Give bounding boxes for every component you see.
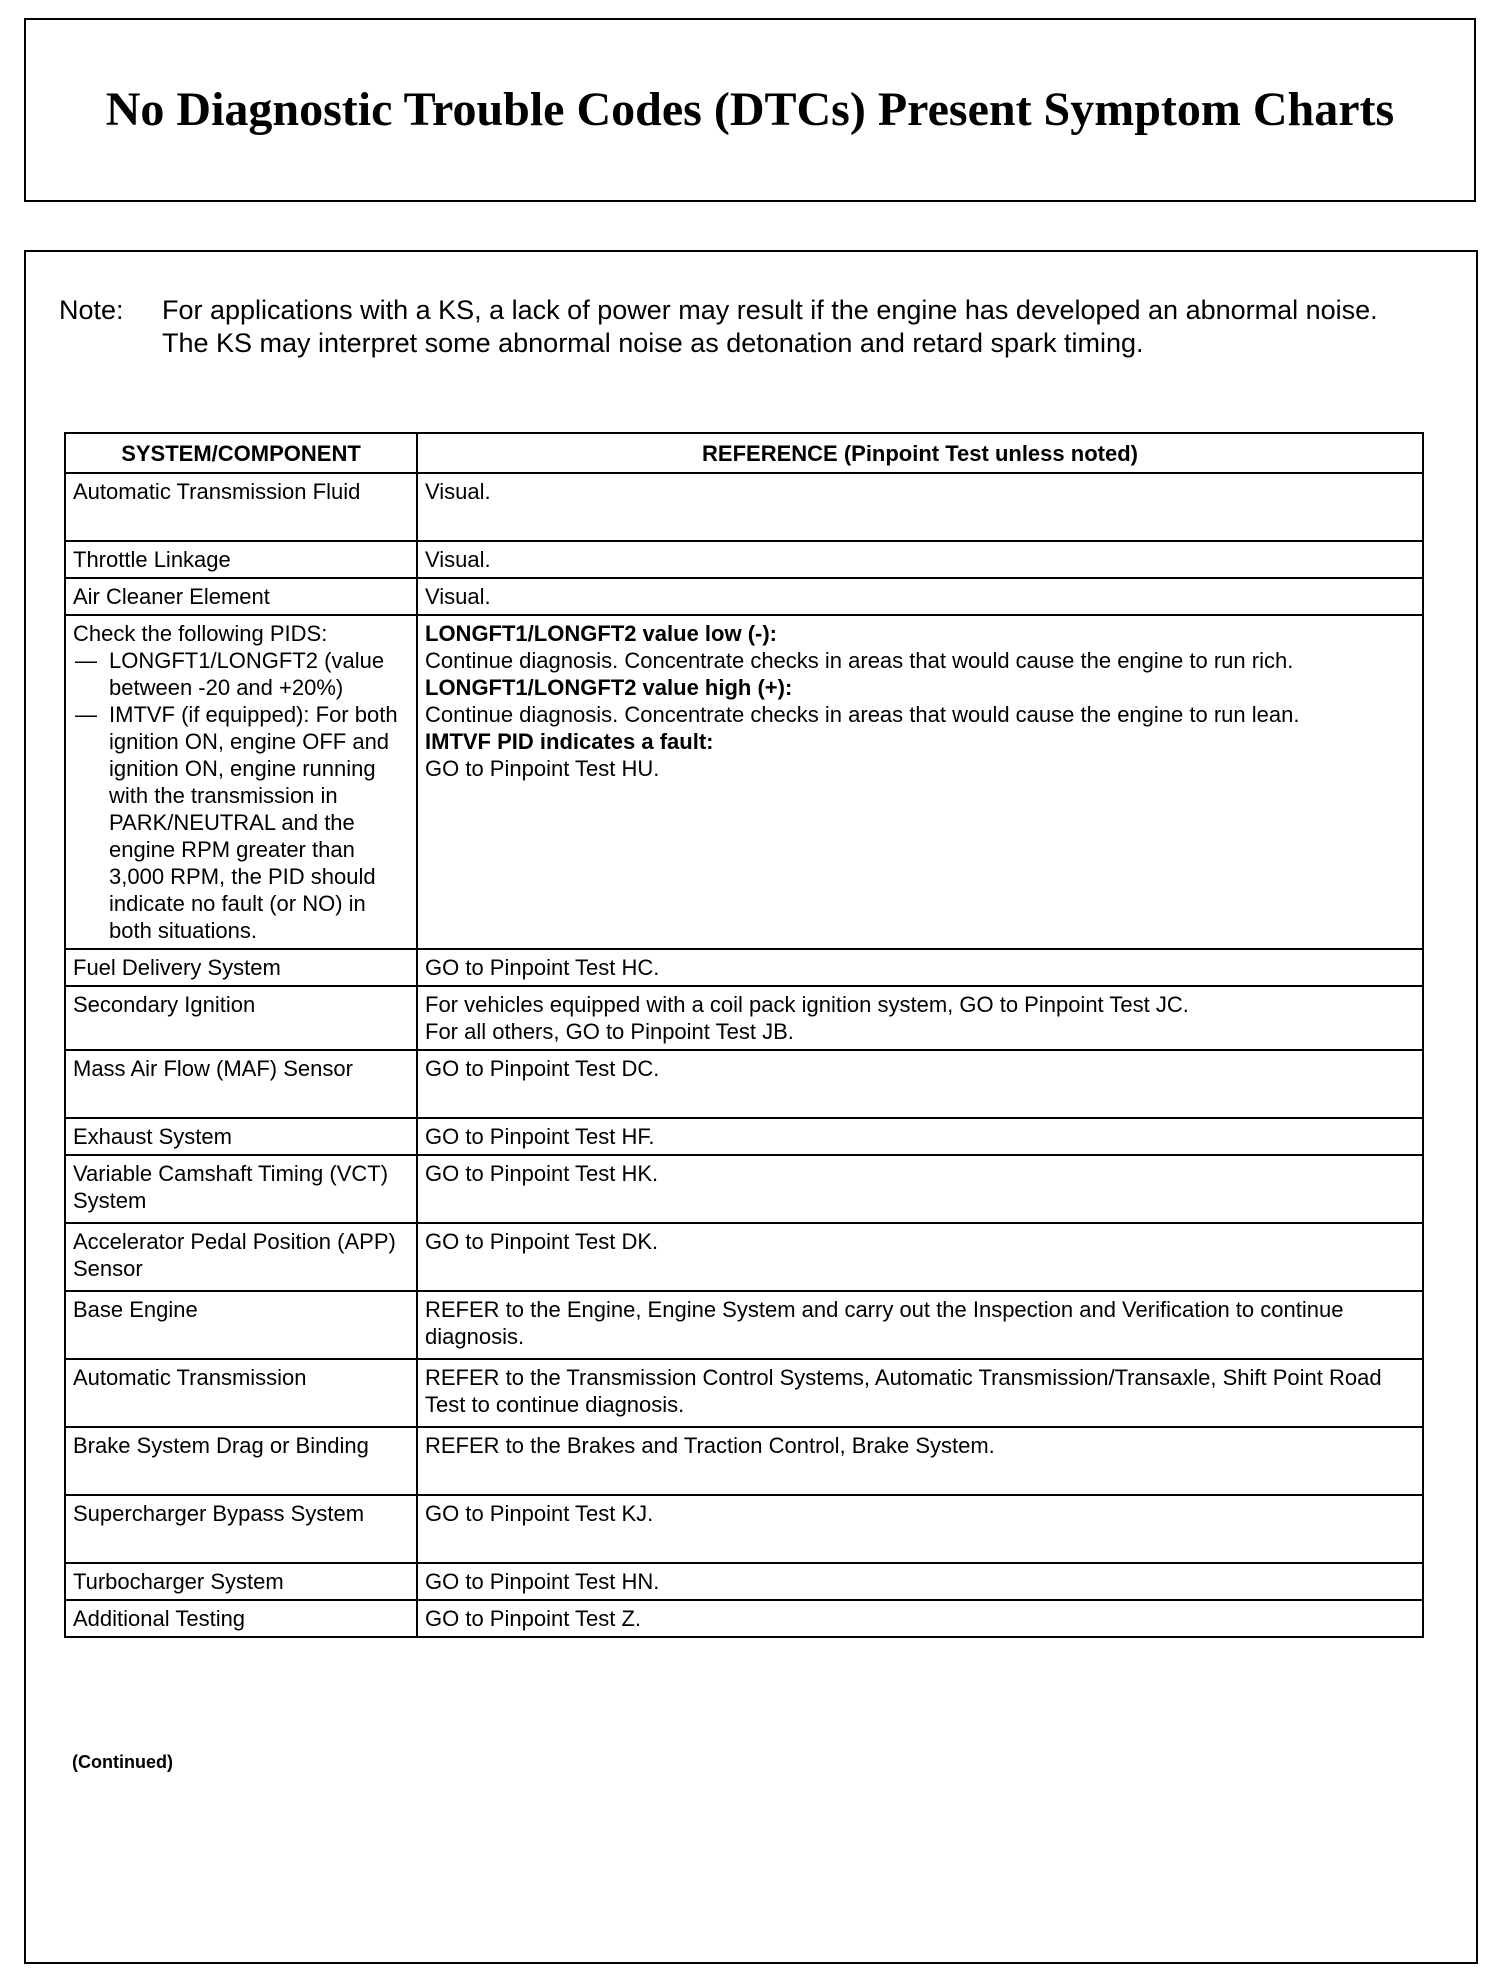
system-cell: Throttle Linkage	[65, 541, 417, 578]
system-cell: Secondary Ignition	[65, 986, 417, 1050]
note-text: For applications with a KS, a lack of power may result if the engine has developed an abnormal noise. The KS may interpret some abnormal noise as detonation and retard spark timing.	[162, 295, 1378, 358]
reference-cell: GO to Pinpoint Test DK.	[417, 1223, 1423, 1291]
page-title: No Diagnostic Trouble Codes (DTCs) Present Symptom Charts	[105, 83, 1395, 136]
table-row	[65, 1118, 1423, 1155]
note	[59, 294, 1399, 360]
table-row	[65, 1155, 1423, 1223]
system-cell: Automatic Transmission	[65, 1359, 417, 1427]
reference-cell: REFER to the Engine, Engine System and carry out the Inspection and Verification to continue diagnosis.	[417, 1291, 1423, 1359]
ref-low-label: LONGFT1/LONGFT2 value low (-):	[425, 621, 777, 646]
symptom-table	[64, 432, 1424, 1638]
content-box	[24, 250, 1478, 1964]
table-row	[65, 1359, 1423, 1427]
continued-label: (Continued)	[72, 1752, 173, 1772]
system-cell: Base Engine	[65, 1291, 417, 1359]
system-cell: Variable Camshaft Timing (VCT) System	[65, 1155, 417, 1223]
system-cell: Air Cleaner Element	[65, 578, 417, 615]
pids-intro: Check the following PIDS:	[73, 621, 328, 646]
ref-low-text: Continue diagnosis. Concentrate checks in areas that would cause the engine to run rich.	[425, 648, 1294, 673]
table-row	[65, 1563, 1423, 1600]
table-row	[65, 615, 1423, 949]
system-cell: Supercharger Bypass System	[65, 1495, 417, 1563]
ref-high-label: LONGFT1/LONGFT2 value high (+):	[425, 675, 793, 700]
system-cell: Fuel Delivery System	[65, 949, 417, 986]
table-header-row	[65, 433, 1423, 473]
header-reference: REFERENCE (Pinpoint Test unless noted)	[417, 433, 1423, 473]
reference-cell	[417, 615, 1423, 949]
header-system: SYSTEM/COMPONENT	[65, 433, 417, 473]
system-cell: Additional Testing	[65, 1600, 417, 1637]
table-row	[65, 1600, 1423, 1637]
ref-high-text: Continue diagnosis. Concentrate checks in areas that would cause the engine to run lean.	[425, 702, 1300, 727]
note-label: Note:	[59, 295, 124, 325]
reference-line: For all others, GO to Pinpoint Test JB.	[425, 1019, 794, 1044]
table-row	[65, 949, 1423, 986]
reference-cell: REFER to the Brakes and Traction Control, Brake System.	[417, 1427, 1423, 1495]
pid-item: — IMTVF (if equipped): For both ignition ON, engine OFF and ignition ON, engine running with the transmission in PARK/NEUTRAL and the engine RPM greater than 3,000 RPM, the PID should indicate no fault (or NO) in both situations.	[73, 701, 409, 944]
reference-cell: GO to Pinpoint Test DC.	[417, 1050, 1423, 1118]
table-row	[65, 473, 1423, 541]
system-cell: Automatic Transmission Fluid	[65, 473, 417, 541]
reference-cell: Visual.	[417, 578, 1423, 615]
reference-cell: Visual.	[417, 473, 1423, 541]
reference-cell: GO to Pinpoint Test KJ.	[417, 1495, 1423, 1563]
reference-cell: GO to Pinpoint Test HN.	[417, 1563, 1423, 1600]
system-cell: Mass Air Flow (MAF) Sensor	[65, 1050, 417, 1118]
table-row	[65, 1223, 1423, 1291]
table-row	[65, 986, 1423, 1050]
system-cell: Exhaust System	[65, 1118, 417, 1155]
pid-list	[73, 647, 409, 944]
reference-cell: GO to Pinpoint Test HK.	[417, 1155, 1423, 1223]
table-row	[65, 1291, 1423, 1359]
table-row	[65, 1495, 1423, 1563]
table-row	[65, 1427, 1423, 1495]
pid-item: — LONGFT1/LONGFT2 (value between -20 and +20%)	[73, 647, 409, 701]
table-row	[65, 578, 1423, 615]
system-cell: Turbocharger System	[65, 1563, 417, 1600]
reference-cell: Visual.	[417, 541, 1423, 578]
system-cell: Accelerator Pedal Position (APP) Sensor	[65, 1223, 417, 1291]
table-row	[65, 541, 1423, 578]
reference-cell: REFER to the Transmission Control Systems, Automatic Transmission/Transaxle, Shift Point Road Test to continue diagnosis.	[417, 1359, 1423, 1427]
reference-cell	[417, 986, 1423, 1050]
reference-cell: GO to Pinpoint Test Z.	[417, 1600, 1423, 1637]
reference-cell: GO to Pinpoint Test HC.	[417, 949, 1423, 986]
title-box	[24, 18, 1476, 202]
ref-fault-label: IMTVF PID indicates a fault:	[425, 729, 714, 754]
reference-cell: GO to Pinpoint Test HF.	[417, 1118, 1423, 1155]
table-row	[65, 1050, 1423, 1118]
system-cell: Brake System Drag or Binding	[65, 1427, 417, 1495]
reference-line: For vehicles equipped with a coil pack ignition system, GO to Pinpoint Test JC.	[425, 992, 1189, 1017]
system-cell	[65, 615, 417, 949]
ref-fault-text: GO to Pinpoint Test HU.	[425, 756, 660, 781]
